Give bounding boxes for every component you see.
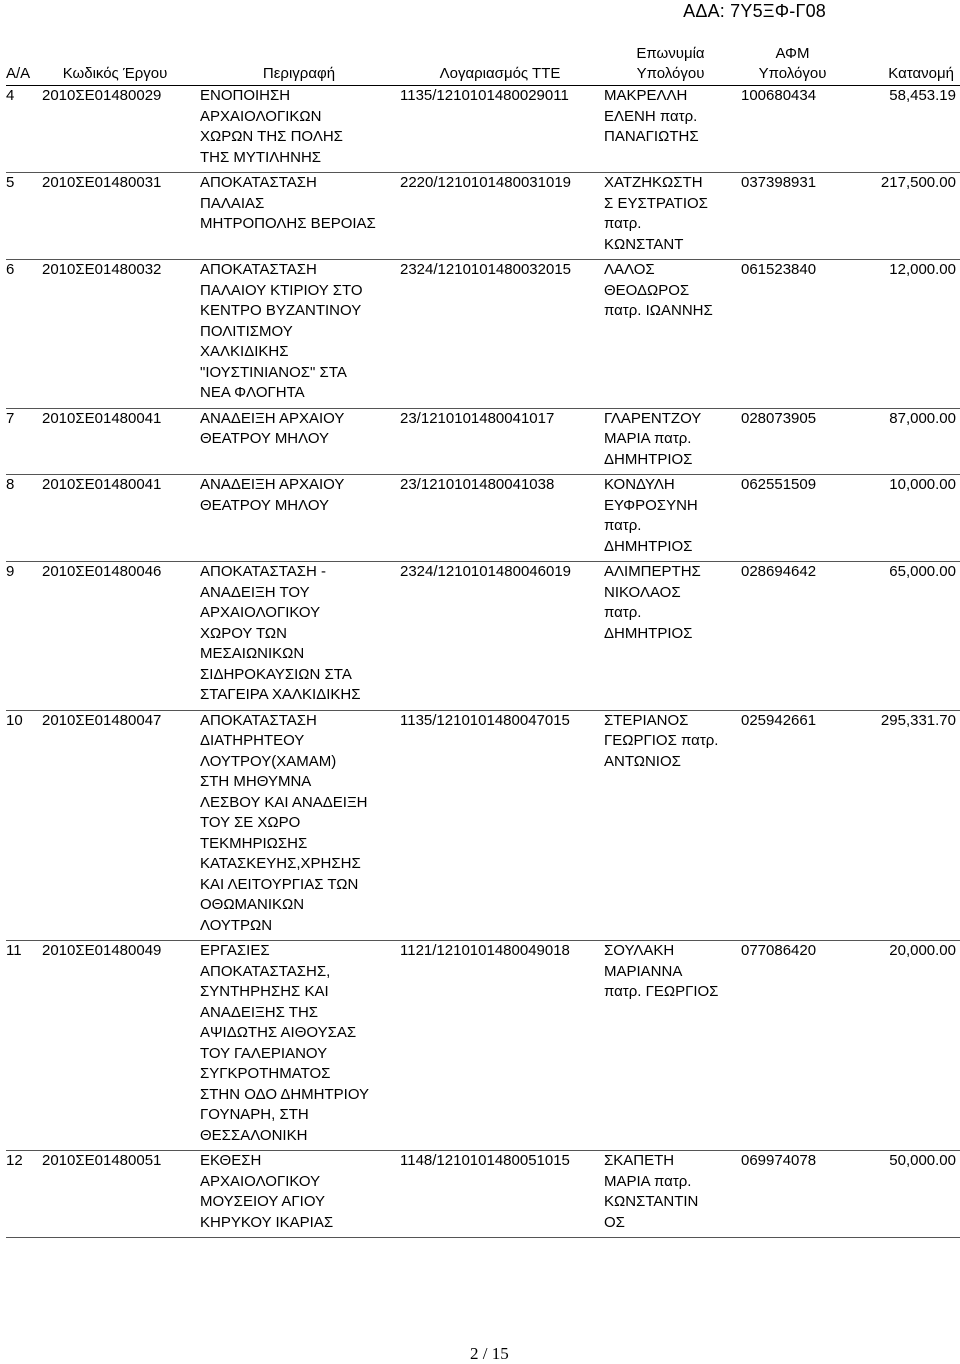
page-number <box>470 1344 509 1364</box>
tte-account: 1135/1210101480029011 <box>400 87 569 104</box>
table-row <box>6 408 960 475</box>
allocation-amount: 12,000.00 <box>889 261 956 278</box>
row-number: 10 <box>6 711 23 729</box>
project-description: ΕΝΟΠΟΙΗΣΗ ΑΡΧΑΙΟΛΟΓΙΚΩΝ ΧΩΡΩΝ ΤΗΣ ΠΟΛΗΣ ΤΗΣ ΜΥΤΙΛΗΝΗΣ <box>200 87 343 166</box>
document-ada-code: ΑΔΑ: 7Υ5ΞΦ-Γ08 <box>683 1 826 21</box>
project-code: 2010ΣΕ01480041 <box>42 409 162 427</box>
tte-account: 2220/1210101480031019 <box>400 174 572 191</box>
accountable-afm: 028694642 <box>741 563 817 580</box>
allocation-amount: 20,000.00 <box>889 942 956 959</box>
project-code: 2010ΣΕ01480029 <box>42 87 162 104</box>
page-current: 2 <box>470 1344 479 1363</box>
accountable-name: ΧΑΤΖΗΚΩΣΤΗ Σ ΕΥΣΤΡΑΤΙΟΣ πατρ. ΚΩΝΣΤΑΝΤ <box>604 174 708 253</box>
project-description: ΑΠΟΚΑΤΑΣΤΑΣΗ ΠΑΛΑΙΟΥ ΚΤΙΡΙΟΥ ΣΤΟ ΚΕΝΤΡΟ ΒΥΖΑΝΤΙΝΟΥ ΠΟΛΙΤΙΣΜΟΥ ΧΑΛΚΙΔΙΚΗΣ "ΙΟΥΣΤΙΝΙΑΝΟΣ" ΣΤΑ ΝΕΑ ΦΛΟΓΗΤΑ <box>200 261 363 401</box>
table-row <box>6 260 960 409</box>
tte-account: 1121/1210101480049018 <box>400 942 570 959</box>
table-row <box>6 710 960 941</box>
tte-account: 23/1210101480041017 <box>400 409 555 427</box>
allocation-amount: 10,000.00 <box>889 476 956 493</box>
accountable-afm: 028073905 <box>741 409 817 427</box>
accountable-afm: 061523840 <box>741 261 817 278</box>
project-code: 2010ΣΕ01480031 <box>42 174 162 191</box>
accountable-afm: 025942661 <box>741 711 817 729</box>
allocation-amount: 65,000.00 <box>889 563 956 580</box>
accountable-afm: 100680434 <box>741 87 817 104</box>
accountable-afm: 037398931 <box>741 174 817 191</box>
project-description: ΑΠΟΚΑΤΑΣΤΑΣΗ ΔΙΑΤΗΡΗΤΕΟΥ ΛΟΥΤΡΟΥ(ΧΑΜΑΜ) ΣΤΗ ΜΗΘΥΜΝΑ ΛΕΣΒΟΥ ΚΑΙ ΑΝΑΔΕΙΞΗ ΤΟΥ ΣΕ ΧΩΡΟ ΤΕΚΜΗΡΙΩΣΗΣ ΚΑΤΑΣΚΕΥΗΣ,ΧΡΗΣΗΣ ΚΑΙ ΛΕΙΤΟΥΡΓΙΑΣ ΤΩΝ ΟΘΩΜΑΝΙΚΩΝ ΛΟΥΤΡΩΝ <box>200 711 368 934</box>
column-header-project-code: Κωδικός Έργου <box>62 65 168 82</box>
tte-account: 23/1210101480041038 <box>400 476 555 493</box>
table-body <box>6 86 960 1238</box>
column-header-accountable-afm: ΑΦΜ Υπολόγου <box>758 45 827 82</box>
allocation-amount: 217,500.00 <box>880 174 956 191</box>
project-description: ΑΝΑΔΕΙΞΗ ΑΡΧΑΙΟΥ ΘΕΑΤΡΟΥ ΜΗΛΟΥ <box>200 409 345 447</box>
accountable-name: ΣΤΕΡΙΑΝΟΣ ΓΕΩΡΓΙΟΣ πατρ. ΑΝΤΩΝΙΟΣ <box>604 711 719 770</box>
row-number: 8 <box>6 476 15 493</box>
accountable-name: ΣΚΑΠΕΤΗ ΜΑΡΙΑ πατρ. ΚΩΝΣΤΑΝΤΙΝ ΟΣ <box>604 1152 699 1231</box>
accountable-name: ΑΛΙΜΠΕΡΤΗΣ ΝΙΚΟΛΑΟΣ πατρ. ΔΗΜΗΤΡΙΟΣ <box>604 563 701 642</box>
column-header-aa: Α/Α <box>6 65 31 82</box>
table-header-row <box>6 44 960 86</box>
allocation-amount: 295,331.70 <box>880 711 956 729</box>
accountable-name: ΛΑΛΟΣ ΘΕΟΔΩΡΟΣ πατρ. ΙΩΑΝΝΗΣ <box>604 261 713 319</box>
project-code: 2010ΣΕ01480051 <box>42 1152 162 1169</box>
project-description: ΕΡΓΑΣΙΕΣ ΑΠΟΚΑΤΑΣΤΑΣΗΣ, ΣΥΝΤΗΡΗΣΗΣ ΚΑΙ ΑΝΑΔΕΙΞΗΣ ΤΗΣ ΑΨΙΔΩΤΗΣ ΑΙΘΟΥΣΑΣ ΤΟΥ ΓΑΛΕΡΙΑΝΟΥ ΣΥΓΚΡΟΤΗΜΑΤΟΣ ΣΤΗΝ ΟΔΟ ΔΗΜΗΤΡΙΟΥ ΓΟΥΝΑΡΗ, ΣΤΗ ΘΕΣΣΑΛΟΝΙΚΗ <box>200 942 370 1144</box>
table-row <box>6 475 960 562</box>
row-number: 7 <box>6 409 15 427</box>
project-code: 2010ΣΕ01480041 <box>42 476 162 493</box>
table-row <box>6 562 960 711</box>
project-code: 2010ΣΕ01480049 <box>42 942 162 959</box>
row-number: 5 <box>6 174 15 191</box>
accountable-afm: 069974078 <box>741 1152 817 1169</box>
column-header-accountable-name: Επωνυμία Υπολόγου <box>636 45 705 82</box>
table-row <box>6 173 960 260</box>
page-total: 15 <box>491 1344 509 1363</box>
accountable-name: ΣΟΥΛΑΚΗ ΜΑΡΙΑΝΝΑ πατρ. ΓΕΩΡΓΙΟΣ <box>604 942 719 1000</box>
project-code: 2010ΣΕ01480046 <box>42 563 162 580</box>
tte-account: 1135/1210101480047015 <box>400 711 570 729</box>
allocation-amount: 87,000.00 <box>889 409 956 427</box>
table-row <box>6 86 960 173</box>
project-description: ΑΠΟΚΑΤΑΣΤΑΣΗ - ΑΝΑΔΕΙΞΗ ΤΟΥ ΑΡΧΑΙΟΛΟΓΙΚΟΥ ΧΩΡΟΥ ΤΩΝ ΜΕΣΑΙΩΝΙΚΩΝ ΣΙΔΗΡΟΚΑΥΣΙΩΝ ΣΤΑ ΣΤΑΓΕΙΡΑ ΧΑΛΚΙΔΙΚΗΣ <box>200 563 361 703</box>
project-description: ΑΠΟΚΑΤΑΣΤΑΣΗ ΠΑΛΑΙΑΣ ΜΗΤΡΟΠΟΛΗΣ ΒΕΡΟΙΑΣ <box>200 174 376 232</box>
project-description: ΑΝΑΔΕΙΞΗ ΑΡΧΑΙΟΥ ΘΕΑΤΡΟΥ ΜΗΛΟΥ <box>200 476 345 514</box>
tte-account: 1148/1210101480051015 <box>400 1152 570 1169</box>
accountable-afm: 077086420 <box>741 942 817 959</box>
row-number: 12 <box>6 1152 23 1169</box>
project-code: 2010ΣΕ01480047 <box>42 711 162 729</box>
tte-account: 2324/1210101480046019 <box>400 563 572 580</box>
column-header-allocation: Κατανομή <box>888 65 954 82</box>
row-number: 11 <box>6 942 22 959</box>
accountable-name: ΜΑΚΡΕΛΛΗ ΕΛΕΝΗ πατρ. ΠΑΝΑΓΙΩΤΗΣ <box>604 87 699 145</box>
allocation-amount: 50,000.00 <box>889 1152 956 1169</box>
accountable-afm: 062551509 <box>741 476 817 493</box>
column-header-tte-account: Λογαριασμός ΤΤΕ <box>439 65 561 82</box>
page-separator: / <box>482 1344 488 1363</box>
project-code: 2010ΣΕ01480032 <box>42 261 162 278</box>
table-row <box>6 941 960 1151</box>
column-header-description: Περιγραφή <box>262 65 336 82</box>
project-description: ΕΚΘΕΣΗ ΑΡΧΑΙΟΛΟΓΙΚΟΥ ΜΟΥΣΕΙΟΥ ΑΓΙΟΥ ΚΗΡΥΚΟΥ ΙΚΑΡΙΑΣ <box>200 1152 334 1231</box>
allocation-amount: 58,453.19 <box>889 87 956 104</box>
row-number: 6 <box>6 261 15 278</box>
row-number: 4 <box>6 87 15 104</box>
tte-account: 2324/1210101480032015 <box>400 261 572 278</box>
allocation-table <box>6 44 960 1238</box>
row-number: 9 <box>6 563 15 580</box>
accountable-name: ΚΟΝΔΥΛΗ ΕΥΦΡΟΣΥΝΗ πατρ. ΔΗΜΗΤΡΙΟΣ <box>604 476 698 555</box>
accountable-name: ΓΛΑΡΕΝΤΖΟΥ ΜΑΡΙΑ πατρ. ΔΗΜΗΤΡΙΟΣ <box>604 409 702 468</box>
table-row <box>6 1151 960 1238</box>
